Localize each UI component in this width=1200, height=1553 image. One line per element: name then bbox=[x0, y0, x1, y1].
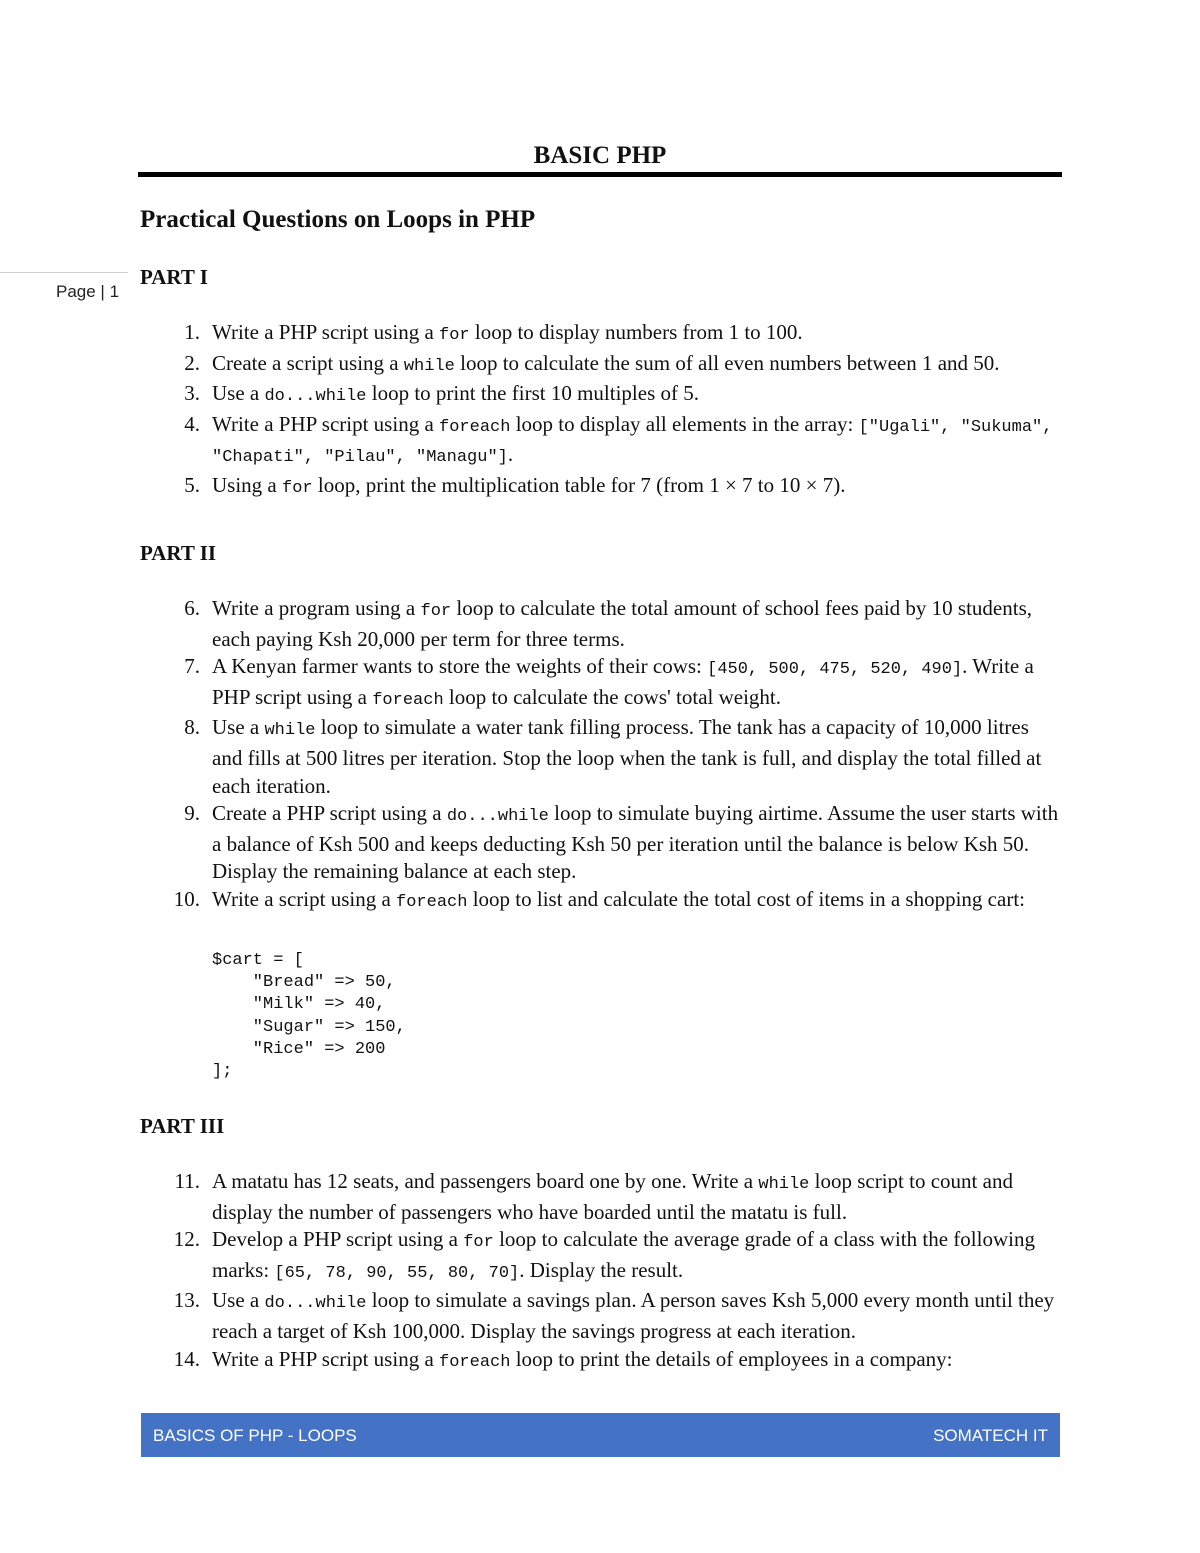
question-item: 7. A Kenyan farmer wants to store the weights of their cows: [450, 500, 475, 520, 490]. Write a PHP script using a foreach loop to calculate the cows' total weight. bbox=[184, 654, 1034, 710]
document-title: Practical Questions on Loops in PHP bbox=[140, 206, 536, 233]
question-item: 10. Write a script using a foreach loop to list and calculate the total cost of items in a shopping cart: bbox=[173, 886, 1025, 912]
question-item: 8. Use a while loop to simulate a water tank filling process. The tank has a capacity of 10,000 litres and fills at 500 litres per iteration. Stop the loop when the tank is full, and display the total filled at each iteration. bbox=[184, 715, 1042, 798]
question-item: 5. Using a for loop, print the multiplication table for 7 (from 1 × 7 to 10 × 7). bbox=[184, 472, 846, 498]
question-item: 6. Write a program using a for loop to calculate the total amount of school fees paid by 10 students, each paying Ksh 20,000 per term for three terms. bbox=[184, 596, 1032, 651]
part-1-question-list bbox=[140, 319, 1060, 503]
question-item: 3. Use a do...while loop to print the first 10 multiples of 5. bbox=[184, 381, 699, 407]
part-1-heading: PART I bbox=[140, 265, 208, 289]
question-item: 2. Create a script using a while loop to calculate the sum of all even numbers between 1 and 50. bbox=[184, 350, 1000, 376]
page-number-label: Page | 1 bbox=[56, 282, 120, 301]
question-item: 12. Develop a PHP script using a for loop to calculate the average grade of a class with the following marks: [65, 78, 90, 55, 80, 70]. Display the result. bbox=[173, 1227, 1035, 1283]
question-item: 9. Create a PHP script using a do...while loop to simulate buying airtime. Assume the user starts with a balance of Ksh 500 and keeps deducting Ksh 50 per iteration until the balance is below Ksh 50. Display the remaining balance at each step. bbox=[184, 801, 1059, 884]
question-item: 13. Use a do...while loop to simulate a savings plan. A person saves Ksh 5,000 every month until they reach a target of Ksh 100,000. Display the savings progress at each iteration. bbox=[173, 1288, 1055, 1343]
footer-bar bbox=[141, 1413, 1060, 1457]
part-2-heading: PART II bbox=[140, 541, 217, 565]
page-margin-line bbox=[0, 272, 128, 273]
part-2-question-list bbox=[140, 595, 1060, 917]
header-rule bbox=[138, 172, 1062, 177]
part-3-question-list bbox=[140, 1168, 1060, 1376]
part-3-heading: PART III bbox=[140, 1114, 225, 1138]
question-item: 14. Write a PHP script using a foreach loop to print the details of employees in a company: bbox=[173, 1346, 953, 1372]
footer-left-text: BASICS OF PHP - LOOPS bbox=[153, 1426, 357, 1445]
header-title: BASIC PHP bbox=[533, 142, 667, 169]
question-item: 11. A matatu has 12 seats, and passengers board one by one. Write a while loop script to count and display the number of passengers who have boarded until the matatu is full. bbox=[174, 1169, 1013, 1224]
cart-code-block: $cart = [ "Bread" => 50, "Milk" => 40, "Sugar" => 150, "Rice" => 200 ]; bbox=[212, 951, 406, 1082]
question-item: 4. Write a PHP script using a foreach loop to display all elements in the array: ["Ugali", "Sukuma", "Chapati", "Pilau", "Managu"]. bbox=[184, 411, 1053, 468]
question-item: 1. Write a PHP script using a for loop to display numbers from 1 to 100. bbox=[184, 320, 803, 345]
footer-right-text: SOMATECH IT bbox=[933, 1426, 1048, 1445]
